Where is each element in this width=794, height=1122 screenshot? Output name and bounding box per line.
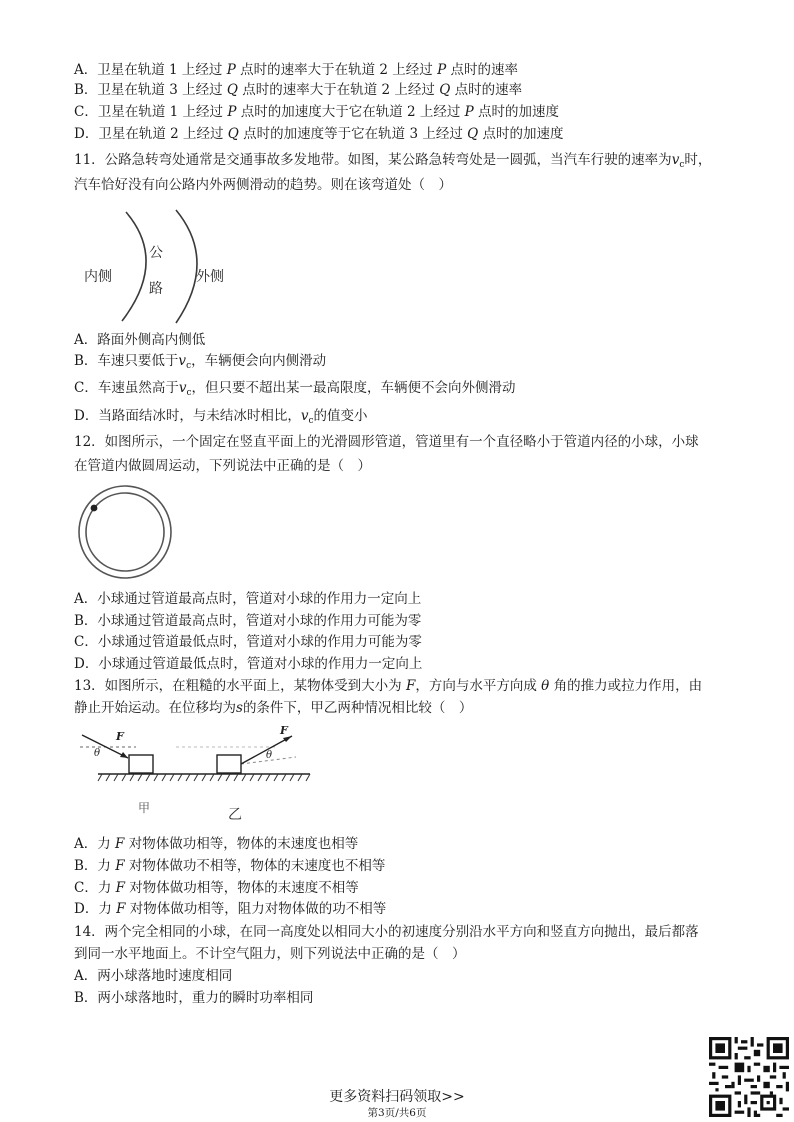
q12-option-a: A．小球通过管道最高点时，管道对小球的作用力一定向上 [74, 591, 422, 607]
q13-option-b: B．力 F 对物体做功不相等，物体的末速度也不相等 [74, 858, 386, 874]
page-number: 第3页/共6页 [367, 1107, 427, 1119]
yi-block [217, 755, 241, 773]
q11-option-a: A．路面外侧高内侧低 [74, 332, 206, 348]
q10-option-b: B．卫星在轨道 3 上经过 Q 点时的速率大于在轨道 2 上经过 Q 点时的速率 [74, 82, 523, 98]
q12-option-c: C．小球通过管道最低点时，管道对小球的作用力可能为零 [74, 634, 422, 650]
jia-label: 甲 [138, 801, 151, 815]
q13-option-c: C．力 F 对物体做功相等，物体的末速度不相等 [74, 880, 359, 896]
q12-stem-line2: 在管道内做圆周运动，下列说法中正确的是（ ） [74, 458, 371, 474]
q11-curve-road-figure [76, 206, 246, 326]
q10-option-d: D．卫星在轨道 2 上经过 Q 点时的加速度等于它在轨道 3 上经过 Q 点时的加速度 [74, 126, 564, 142]
yi-angle-label: θ [266, 750, 273, 761]
q12-circular-tube-figure [76, 482, 176, 582]
inner-side-label: 内侧 [84, 269, 112, 285]
q11-stem-line2: 汽车恰好没有向公路内外两侧滑动的趋势。则在该弯道处（ ） [74, 177, 452, 193]
q13-option-a: A．力 F 对物体做功相等，物体的末速度也相等 [74, 836, 359, 852]
yi-force-label: F [280, 724, 288, 737]
tube-inner-circle [86, 493, 164, 571]
jia-angle-label: θ [94, 748, 101, 759]
outer-edge-curve [176, 210, 197, 323]
q14-stem-line1: 14．两个完全相同的小球，在同一高度处以相同大小的初速度分别沿水平方向和竖直方向抛出，最后都落 [74, 924, 699, 940]
q10-option-a: A．卫星在轨道 1 上经过 P 点时的速率大于在轨道 2 上经过 P 点时的速率 [74, 62, 518, 78]
outer-side-label: 外侧 [196, 269, 224, 285]
tube-outer-circle [79, 486, 171, 578]
jia-block [129, 755, 153, 773]
ground-hatching [98, 774, 310, 781]
q11-option-b: B．车速只要低于$v_c$，车辆便会向内侧滑动 [74, 353, 327, 371]
yi-label: 乙 [228, 807, 242, 823]
q12-option-b: B．小球通过管道最高点时，管道对小球的作用力可能为零 [74, 613, 422, 629]
ball-in-tube [91, 505, 98, 512]
q10-option-c: C．卫星在轨道 1 上经过 P 点时的加速度大于它在轨道 2 上经过 P 点时的加速度 [74, 104, 560, 120]
q11-stem-line1: 11．公路急转弯处通常是交通事故多发地带。如图，某公路急转弯处是一圆弧，当汽车行驶的速率为$v_c$时， [74, 152, 712, 170]
jia-force-label: F [116, 730, 124, 743]
q14-option-b: B．两小球落地时，重力的瞬时功率相同 [74, 990, 314, 1006]
q13-force-figure [76, 724, 316, 824]
q14-option-a: A．两小球落地时速度相同 [74, 968, 233, 984]
road-label-2: 路 [149, 281, 163, 297]
inner-edge-curve [122, 212, 146, 321]
q11-option-c: C．车速虽然高于$v_c$，但只要不超出某一最高限度，车辆便不会向外侧滑动 [74, 380, 516, 398]
road-label-1: 公 [149, 245, 163, 261]
q13-stem-line2: 静止开始运动。在位移均为s的条件下，甲乙两种情况相比较（ ） [74, 700, 473, 716]
q12-option-d: D．小球通过管道最低点时，管道对小球的作用力一定向上 [74, 656, 423, 672]
q14-stem-line2: 到同一水平地面上。不计空气阻力，则下列说法中正确的是（ ） [74, 946, 466, 962]
footer-more-materials-link[interactable]: 更多资料扫码领取>> [329, 1089, 465, 1105]
q13-option-d: D．力 F 对物体做功相等，阻力对物体做的功不相等 [74, 901, 387, 917]
q12-stem-line1: 12．如图所示，一个固定在竖直平面上的光滑圆形管道，管道里有一个直径略小于管道内径的小球，小球 [74, 434, 699, 450]
q13-stem-line1: 13．如图所示，在粗糙的水平面上，某物体受到大小为 F，方向与水平方向成 θ 角的推力或拉力作用，由 [74, 678, 703, 694]
q11-option-d: D．当路面结冰时，与未结冰时相比，$v_c$的值变小 [74, 408, 368, 426]
